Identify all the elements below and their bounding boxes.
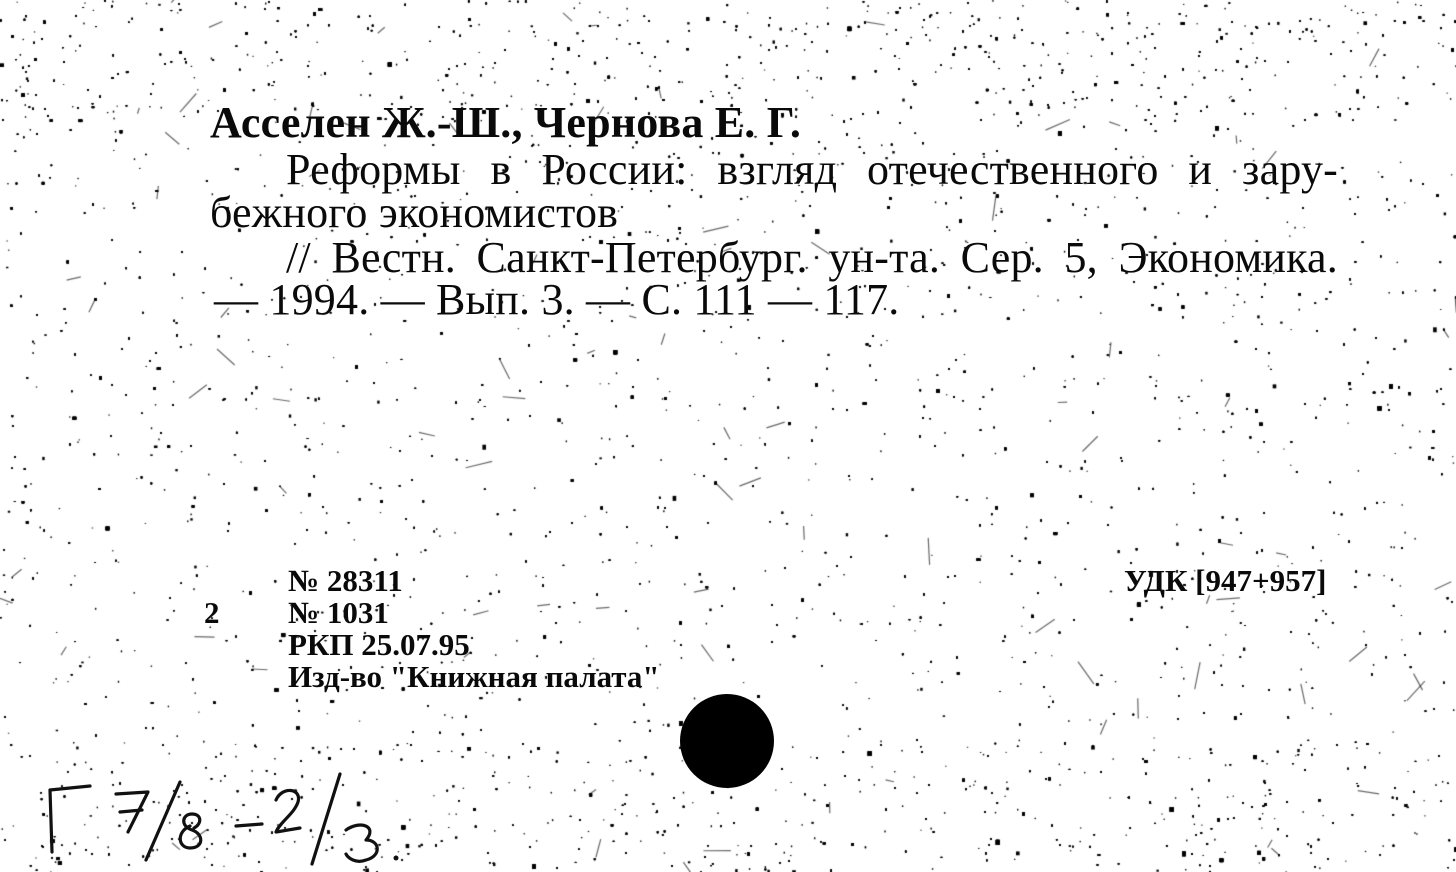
card-title-line-2: бежного экономистов [210, 188, 619, 237]
card-side-number: 2 [204, 595, 220, 630]
card-title-line-1: Реформы в России: взгляд отечественного и зару- [286, 145, 1338, 194]
accession-number-2: № 1031 [288, 595, 389, 630]
accession-number-1: № 28311 [288, 563, 403, 598]
card-authors: Асселен Ж.-Ш., Чернова Е. Г. [210, 98, 802, 147]
punch-hole [680, 694, 774, 788]
card-source-line-1: // Вестн. Санкт-Петербург. ун-та. Сер. 5, Экономика. [286, 233, 1338, 282]
handwritten-shelf-mark [30, 760, 430, 870]
udk-code: УДК [947+957] [1124, 563, 1327, 598]
publisher-line: Изд-во "Книжная палата" [288, 659, 660, 694]
card-source-line-2: — 1994. — Вып. 3. — С. 111 — 117. [214, 275, 900, 324]
rkp-date: РКП 25.07.95 [288, 627, 470, 662]
